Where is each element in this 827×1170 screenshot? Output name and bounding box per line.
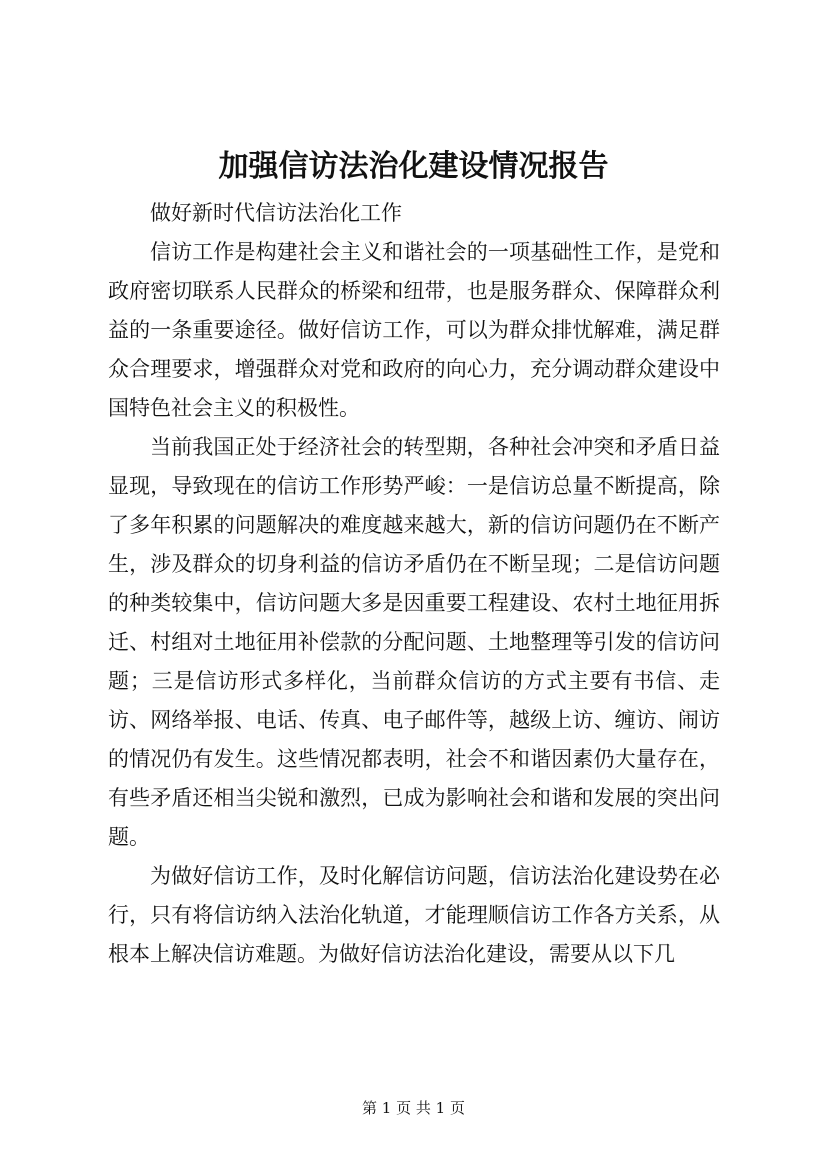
document-body: [108, 194, 720, 974]
paragraph-1: 信访工作是构建社会主义和谐社会的一项基础性工作，是党和政府密切联系人民群众的桥梁和纽带，也是服务群众、保障群众利益的一条重要途径。做好信访工作，可以为群众排忧解难，满足群众合理要求，增强群众对党和政府的向心力，充分调动群众建设中国特色社会主义的积极性。: [108, 240, 720, 420]
page-number-footer: 第 1 页 共 1 页: [362, 1099, 465, 1117]
document-subtitle: 做好新时代信访法治化工作: [150, 201, 402, 225]
paragraph-3: 为做好信访工作，及时化解信访问题，信访法治化建设势在必行，只有将信访纳入法治化轨道，才能理顺信访工作各方关系，从根本上解决信访难题。为做好信访法治化建设，需要从以下几: [108, 864, 720, 966]
paragraph-2: 当前我国正处于经济社会的转型期，各种社会冲突和矛盾日益显现，导致现在的信访工作形势严峻：一是信访总量不断提高，除了多年积累的问题解决的难度越来越大，新的信访问题仍在不断产生，涉及群众的切身利益的信访矛盾仍在不断呈现；二是信访问题的种类较集中，信访问题大多是因重要工程建设、农村土地征用拆迁、村组对土地征用补偿款的分配问题、土地整理等引发的信访问题；三是信访形式多样化，当前群众信访的方式主要有书信、走访、网络举报、电话、传真、电子邮件等，越级上访、缠访、闹访的情况仍有发生。这些情况都表明，社会不和谐因素仍大量存在，有些矛盾还相当尖锐和激烈，已成为影响社会和谐和发展的突出问题。: [108, 435, 720, 849]
document-title: 加强信访法治化建设情况报告: [218, 149, 609, 184]
